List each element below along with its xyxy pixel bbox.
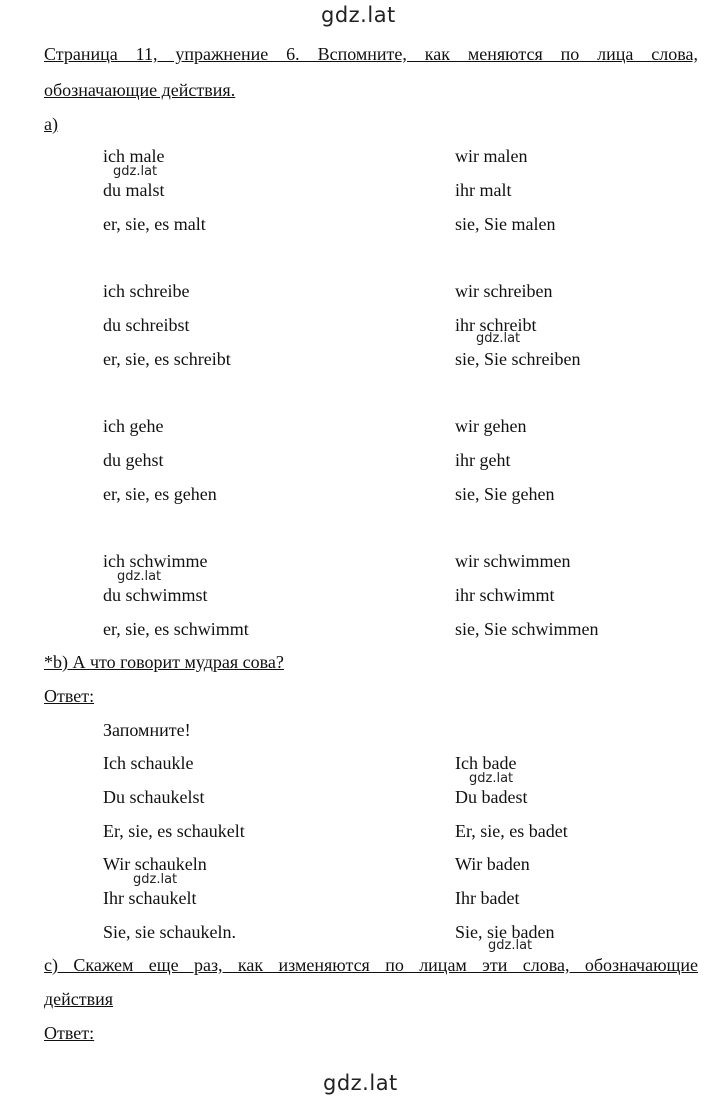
conjugation-cell-right: sie, Sie schreiben [455,349,581,369]
watermark-bottom: gdz.lat [323,1071,398,1095]
conjugation-cell-right: sie, Sie schwimmen [455,619,599,639]
conjugation-cell-left: ich schreibe [103,281,190,301]
conjugation-cell-left: ich male [103,146,165,166]
conjugation-cell-left: er, sie, es schwimmt [103,619,249,639]
conjugation-cell-right: sie, Sie gehen [455,484,555,504]
part-c-answer-label: Ответ: [44,1023,95,1043]
conjugation-cell-right: Ihr badet [455,888,520,908]
conjugation-cell-right: Sie, sie baden [455,922,555,942]
conjugation-cell-right: wir malen [455,146,528,166]
conjugation-cell-left: du gehst [103,450,164,470]
watermark-overlay: gdz.lat [133,872,178,887]
conjugation-cell-left: du schwimmst [103,585,208,605]
conjugation-cell-right: ihr geht [455,450,511,470]
task-heading-line2: обозначающие действия. [44,80,236,100]
conjugation-cell-left: er, sie, es schreibt [103,349,231,369]
conjugation-cell-right: ihr malt [455,180,512,200]
task-heading-line1: Страница 11, упражнение 6. Вспомните, как меняются по лица слова, [44,44,698,64]
part-b-answer-label: Ответ: [44,686,95,706]
conjugation-cell-right: wir gehen [455,416,527,436]
conjugation-cell-left: Ich schaukle [103,753,194,773]
part-c-heading-line2: действия [44,989,114,1009]
conjugation-cell-right: ihr schwimmt [455,585,555,605]
conjugation-cell-right: Du badest [455,787,528,807]
conjugation-cell-right: Wir baden [455,854,530,874]
conjugation-cell-left: Sie, sie schaukeln. [103,922,236,942]
part-a-label: а) [44,114,58,134]
conjugation-cell-left: du malst [103,180,165,200]
watermark-top: gdz.lat [321,3,396,27]
conjugation-cell-left: ich schwimme [103,551,208,571]
watermark-overlay: gdz.lat [488,938,533,953]
conjugation-cell-right: wir schreiben [455,281,553,301]
conjugation-cell-right: Er, sie, es badet [455,821,568,841]
part-c-heading-line1: с) Скажем еще раз, как изменяются по лицам эти слова, обозначающие [44,955,698,975]
watermark-overlay: gdz.lat [476,331,521,346]
conjugation-cell-left: Ihr schaukelt [103,888,197,908]
conjugation-cell-left: Wir schaukeln [103,854,207,874]
conjugation-cell-left: er, sie, es malt [103,214,206,234]
watermark-overlay: gdz.lat [113,164,158,179]
watermark-overlay: gdz.lat [117,569,162,584]
part-b-heading: *b) А что говорит мудрая сова? [44,652,284,672]
watermark-overlay: gdz.lat [469,771,514,786]
conjugation-cell-right: Ich bade [455,753,517,773]
conjugation-cell-left: du schreibst [103,315,190,335]
conjugation-cell-left: Er, sie, es schaukelt [103,821,245,841]
remember-note: Запомните! [103,720,191,740]
conjugation-cell-right: ihr schreibt [455,315,537,335]
conjugation-cell-right: wir schwimmen [455,551,571,571]
conjugation-cell-right: sie, Sie malen [455,214,556,234]
conjugation-cell-left: Du schaukelst [103,787,205,807]
conjugation-cell-left: ich gehe [103,416,164,436]
conjugation-cell-left: er, sie, es gehen [103,484,217,504]
